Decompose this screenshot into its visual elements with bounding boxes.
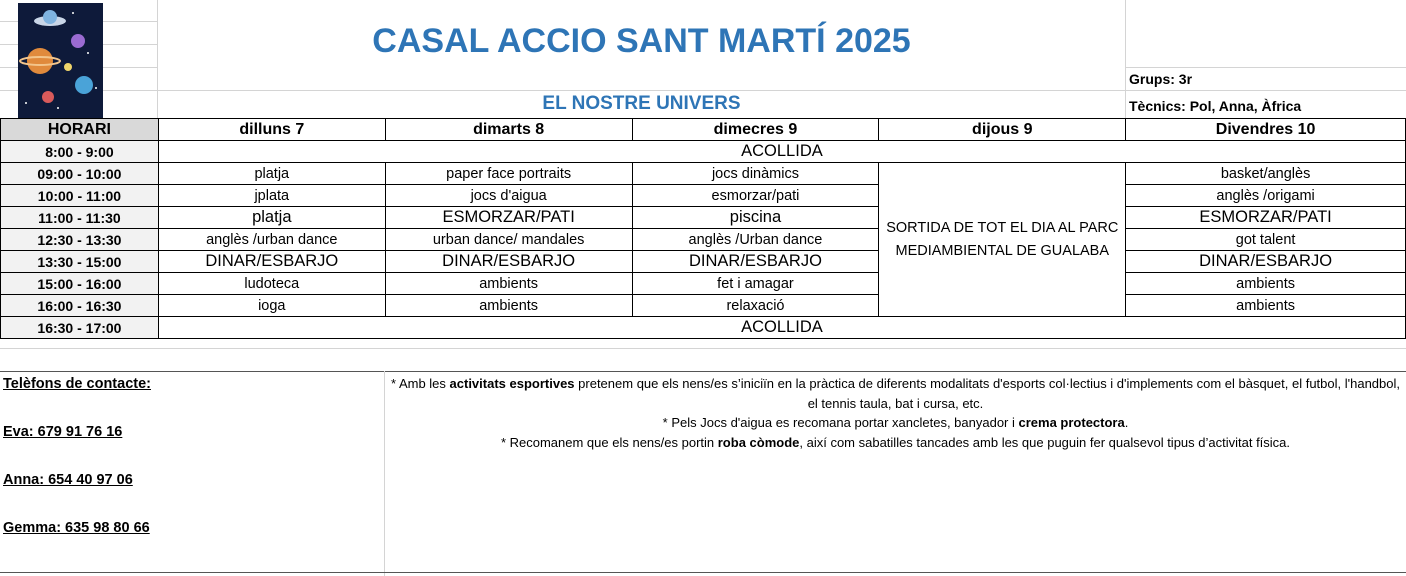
- activity-cell: DINAR/ESBARJO: [1126, 251, 1406, 273]
- activity-cell: basket/anglès: [1126, 163, 1406, 185]
- contacts-title: Telèfons de contacte:: [3, 376, 151, 392]
- activity-cell: jocs d'aigua: [385, 185, 632, 207]
- table-row: [1, 185, 1406, 207]
- activity-cell: ludoteca: [158, 273, 385, 295]
- activity-cell: platja: [158, 163, 385, 185]
- page-subtitle: EL NOSTRE UNIVERS: [542, 93, 741, 114]
- activity-cell: ambients: [385, 273, 632, 295]
- activity-cell: anglès /origami: [1126, 185, 1406, 207]
- contact-gemma: Gemma: 635 98 80 66: [3, 520, 150, 536]
- contact-eva: Eva: 679 91 76 16: [3, 424, 123, 440]
- activity-cell: anglès /Urban dance: [632, 229, 879, 251]
- activity-cell: DINAR/ESBARJO: [385, 251, 632, 273]
- activity-cell: fet i amagar: [632, 273, 879, 295]
- table-row: [1, 317, 1406, 339]
- page-title: CASAL ACCIO SANT MARTÍ 2025: [372, 22, 911, 60]
- activity-cell: got talent: [1126, 229, 1406, 251]
- table-row: [1, 163, 1406, 185]
- activity-cell: urban dance/ mandales: [385, 229, 632, 251]
- activity-cell: ESMORZAR/PATI: [385, 207, 632, 229]
- table-row: [1, 207, 1406, 229]
- logo-image: [18, 3, 103, 118]
- activity-cell: jplata: [158, 185, 385, 207]
- time-cell: 8:00 - 9:00: [1, 141, 159, 163]
- activity-cell: piscina: [632, 207, 879, 229]
- activity-cell: ESMORZAR/PATI: [1126, 207, 1406, 229]
- time-cell: 13:30 - 15:00: [1, 251, 159, 273]
- time-cell: 09:00 - 10:00: [1, 163, 159, 185]
- time-cell: 11:00 - 11:30: [1, 207, 159, 229]
- activity-cell: ambients: [1126, 295, 1406, 317]
- acollida-cell: ACOLLIDA: [158, 317, 1405, 339]
- activity-cell: anglès /urban dance: [158, 229, 385, 251]
- activity-cell: ambients: [1126, 273, 1406, 295]
- contacts-section: [3, 375, 383, 567]
- time-cell: 10:00 - 11:00: [1, 185, 159, 207]
- notes-section: [385, 374, 1406, 452]
- table-row: [1, 295, 1406, 317]
- schedule-table: [0, 118, 1406, 339]
- note-sports: * Amb les activitats esportives pretenem que els nens/es s’iniciïn en la pràctica de diferents modalitats d'esports col·lectius i d'implements com el bàsquet, el futbol, l'handbol, el tennis taula, bat i cursa, etc.: [391, 376, 1400, 411]
- acollida-cell: ACOLLIDA: [158, 141, 1405, 163]
- table-row: [1, 273, 1406, 295]
- column-header: dimecres 9: [632, 119, 879, 141]
- activity-cell: esmorzar/pati: [632, 185, 879, 207]
- activity-cell: jocs dinàmics: [632, 163, 879, 185]
- table-row: [1, 251, 1406, 273]
- activity-cell: ioga: [158, 295, 385, 317]
- activity-cell: ambients: [385, 295, 632, 317]
- column-header: dijous 9: [879, 119, 1126, 141]
- activity-cell: paper face portraits: [385, 163, 632, 185]
- note-water-games: * Pels Jocs d'aigua es recomana portar xancletes, banyador i crema protectora.: [662, 415, 1129, 430]
- column-header: dilluns 7: [158, 119, 385, 141]
- space-planets-icon: [18, 3, 103, 118]
- table-header-row: [1, 119, 1406, 141]
- table-row: [1, 141, 1406, 163]
- excursion-cell: SORTIDA DE TOT EL DIA AL PARC MEDIAMBIENTAL DE GUALABA: [879, 163, 1126, 317]
- time-cell: 15:00 - 16:00: [1, 273, 159, 295]
- table-row: [1, 229, 1406, 251]
- column-header: Divendres 10: [1126, 119, 1406, 141]
- activity-cell: relaxació: [632, 295, 879, 317]
- time-cell: 12:30 - 13:30: [1, 229, 159, 251]
- activity-cell: platja: [158, 207, 385, 229]
- activity-cell: DINAR/ESBARJO: [632, 251, 879, 273]
- technicians-label: Tècnics: Pol, Anna, Àfrica: [1129, 98, 1302, 114]
- time-cell: 16:00 - 16:30: [1, 295, 159, 317]
- column-header: dimarts 8: [385, 119, 632, 141]
- note-clothing: * Recomanem que els nens/es portin roba còmode, així com sabatilles tancades amb les que puguin fer qualsevol tipus d’activitat física.: [500, 434, 1291, 450]
- contact-anna: Anna: 654 40 97 06: [3, 472, 133, 488]
- activity-cell: DINAR/ESBARJO: [158, 251, 385, 273]
- time-cell: 16:30 - 17:00: [1, 317, 159, 339]
- column-header: HORARI: [1, 119, 159, 141]
- groups-label: Grups: 3r: [1129, 71, 1193, 87]
